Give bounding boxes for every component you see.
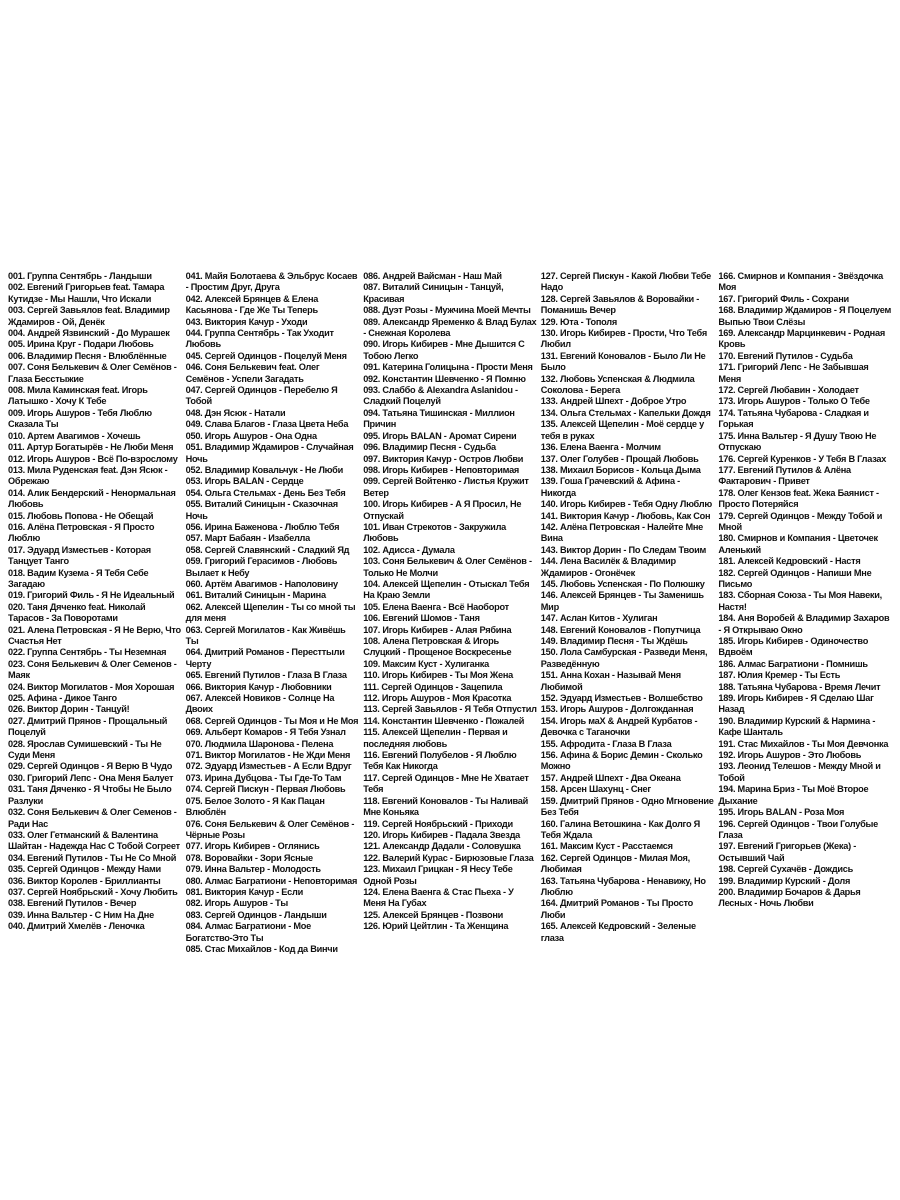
track-item: 137. Олег Голубев - Прощай Любовь — [540, 453, 699, 464]
track-item: 191. Стас Михайлов - Ты Моя Девчонка — [718, 738, 889, 749]
track-item: 020. Таня Дяченко feat. Николай Тарасов - За Поворотами — [8, 601, 146, 624]
track-item: 145. Любовь Успенская - По Полюшку — [540, 578, 705, 589]
track-item: 019. Григорий Филь - Я Не Идеальный — [8, 590, 175, 601]
track-item: 196. Сергей Одинцов - Твои Голубые Глаза — [718, 818, 879, 840]
track-item: 190. Владимир Курский & Нармина - Кафе Шанталь — [718, 715, 876, 738]
track-item: 099. Сергей Войтенко - Листья Кружит Ветер — [363, 476, 529, 498]
track-item: 152. Эдуард Изместьев - Волшебство — [540, 693, 703, 704]
track-item: 018. Вадим Кузема - Я Тебя Себе Загадаю — [8, 567, 149, 589]
track-item: 058. Сергей Славянский - Сладкий Яд — [185, 544, 350, 555]
track-item: 030. Григорий Лепс - Она Меня Балует — [8, 772, 174, 783]
tracklist-column-4 — [540, 271, 715, 943]
track-item: 138. Михаил Борисов - Кольца Дыма — [540, 464, 701, 475]
track-item: 110. Игорь Кибирев - Ты Моя Жена — [363, 670, 513, 681]
track-item: 022. Группа Сентябрь - Ты Неземная — [8, 647, 167, 658]
track-item: 067. Алексей Новиков - Солнце На Двоих — [185, 693, 335, 715]
track-item: 070. Людмила Шаронова - Пелена — [185, 738, 334, 749]
track-item: 021. Алена Петровская - Я Не Верю, Что Счастья Нет — [8, 624, 181, 646]
track-item: 039. Инна Вальтер - С Ним На Дне — [8, 909, 154, 920]
track-item: 060. Артём Авагимов - Наполовину — [185, 578, 338, 589]
track-item: 100. Игорь Кибирев - А Я Просил, Не Отпускай — [363, 499, 522, 521]
track-item: 038. Евгений Путилов - Вечер — [8, 898, 137, 909]
track-item: 049. Слава Благов - Глаза Цвета Неба — [185, 419, 349, 430]
track-item: 157. Андрей Шпехт - Два Океана — [540, 772, 681, 783]
track-item: 061. Виталий Синицын - Марина — [185, 590, 326, 601]
track-item: 059. Григорий Герасимов - Любовь Вылает к Небу — [185, 556, 338, 578]
tracklist-column-3 — [363, 271, 537, 939]
tracklist-column-2 — [185, 271, 360, 954]
track-item: 037. Сергей Ноябрьский - Хочу Любить — [8, 886, 178, 897]
track-item: 009. Игорь Ашуров - Тебя Люблю Сказала Ты — [8, 407, 152, 430]
track-item: 171. Григорий Лепс - Не Забывшая Меня — [718, 362, 869, 384]
track-item: 187. Юлия Кремер - Ты Есть — [718, 670, 841, 681]
track-item: 064. Дмитрий Романов - Пересттыли Черту — [185, 647, 345, 669]
tracklist-column-1 — [8, 271, 182, 939]
track-item: 192. Игорь Ашуров - Это Любовь — [718, 750, 862, 761]
track-item: 147. Аслан Китов - Хулиган — [540, 613, 658, 624]
track-item: 127. Сергей Пискун - Какой Любви Тебе Надо — [540, 271, 711, 293]
track-item: 066. Виктория Качур - Любовники — [185, 681, 332, 692]
track-item: 046. Соня Белькевич feat. Олег Семёнов - Успели Загадать — [185, 362, 320, 384]
track-item: 075. Белое Золото - Я Как Пацан Влюблён — [185, 795, 325, 818]
track-item: 120. Игорь Кибирев - Падала Звезда — [363, 829, 521, 840]
track-item: 117. Сергей Одинцов - Мне Не Хватает Тебя — [363, 772, 529, 795]
track-item: 181. Алексей Кедровский - Настя — [718, 556, 861, 567]
track-item: 200. Владимир Бочаров & Дарья Лесных - Ночь Любви — [718, 886, 861, 909]
track-item: 142. Алёна Петровская - Налейте Мне Вина — [540, 521, 704, 544]
track-item: 130. Игорь Кибирев - Прости, Что Тебя Любил — [540, 328, 707, 350]
tracklist-column-5 — [718, 271, 892, 939]
track-item: 139. Гоша Грачевский & Афина - Никогда — [540, 476, 680, 498]
track-item: 161. Максим Куст - Расстаемся — [540, 841, 673, 852]
track-item: 011. Артур Богатырёв - Не Люби Меня — [8, 442, 174, 453]
track-item: 105. Елена Ваенга - Всё Наоборот — [363, 601, 509, 612]
track-item: 069. Альберт Комаров - Я Тебя Узнал — [185, 727, 346, 738]
track-item: 156. Афина & Борис Демин - Сколько Можно — [540, 750, 703, 772]
track-item: 136. Елена Ваенга - Молчим — [540, 442, 661, 453]
track-item: 092. Константин Шевченко - Я Помню — [363, 373, 526, 384]
track-item: 143. Виктор Дорин - По Следам Твоим — [540, 544, 707, 555]
track-item: 074. Сергей Пискун - Первая Любовь — [185, 784, 346, 795]
track-item: 195. Игорь BALAN - Роза Моя — [718, 807, 845, 818]
track-item: 004. Андрей Язвинский - До Мурашек — [8, 328, 170, 339]
track-item: 126. Юрий Цейтлин - Та Женщина — [363, 921, 509, 932]
track-item: 123. Михаил Грицкан - Я Несу Тебе Одной Розы — [363, 864, 513, 886]
track-item: 095. Игорь BALAN - Аромат Сирени — [363, 430, 517, 441]
track-item: 151. Анна Кохан - Называй Меня Любимой — [540, 670, 681, 692]
track-item: 014. Алик Бендерский - Ненормальная Любовь — [8, 487, 176, 510]
track-item: 158. Арсен Шахунц - Снег — [540, 784, 651, 795]
track-item: 122. Валерий Курас - Бирюзовые Глаза — [363, 852, 534, 863]
track-item: 087. Виталий Синицын - Танцуй, Красивая — [363, 282, 504, 304]
track-item: 057. Март Бабаян - Изабелла — [185, 533, 310, 544]
track-item: 124. Елена Ваенга & Стас Пьеха - У Меня На Губах — [363, 886, 514, 909]
track-item: 106. Евгений Шомов - Таня — [363, 613, 480, 624]
track-item: 008. Мила Каминская feat. Игорь Латышко - Хочу К Тебе — [8, 385, 148, 407]
track-item: 002. Евгений Григорьев feat. Тамара Кутидзе - Мы Нашли, Что Искали — [8, 282, 165, 304]
track-item: 101. Иван Стрекотов - Закружила Любовь — [363, 521, 507, 544]
track-item: 176. Сергей Куренков - У Тебя В Глазах — [718, 453, 887, 464]
track-item: 068. Сергей Одинцов - Ты Моя и Не Моя — [185, 715, 359, 726]
track-item: 036. Виктор Королев - Бриллианты — [8, 875, 161, 886]
track-item: 003. Сергей Завьялов feat. Владимир Ждамиров - Ой, Денёк — [8, 305, 170, 327]
tracklist-sheet — [8, 271, 892, 954]
track-item: 024. Виктор Могилатов - Моя Хорошая — [8, 681, 175, 692]
track-item: 108. Алена Петровская & Игорь Слуцкий - Прощеное Воскресенье — [363, 636, 512, 658]
track-item: 013. Мила Руденская feat. Дэн Ясюк - Обрежаю — [8, 464, 168, 487]
track-item: 128. Сергей Завьялов & Воровайки - Поманишь Вечер — [540, 293, 700, 316]
track-item: 115. Алексей Щепелин - Первая и последняя любовь — [363, 727, 508, 749]
track-item: 091. Катерина Голицына - Прости Меня — [363, 362, 533, 373]
track-item: 055. Виталий Синицын - Сказочная Ночь — [185, 499, 338, 521]
track-item: 197. Евгений Григорьев (Жека) - Остывший Чай — [718, 841, 857, 863]
track-item: 056. Ирина Баженова - Люблю Тебя — [185, 521, 340, 532]
track-item: 178. Олег Кензов feat. Жека Баянист - Просто Потеряйся — [718, 487, 879, 510]
track-item: 168. Владимир Ждамиров - Я Поцелуем Выпью Твои Слёзы — [718, 305, 892, 327]
track-item: 079. Инна Вальтер - Молодость — [185, 864, 321, 875]
track-item: 153. Игорь Ашуров - Долгожданная — [540, 704, 694, 715]
track-item: 198. Сергей Сухачёв - Дождись — [718, 864, 854, 875]
track-item: 165. Алексей Кедровский - Зеленые глаза — [540, 921, 696, 943]
track-item: 010. Артем Авагимов - Хочешь — [8, 430, 141, 441]
track-item: 148. Евгений Коновалов - Попутчица — [540, 624, 701, 635]
track-item: 135. Алексей Щепелин - Моё сердце у тебя в руках — [540, 419, 704, 441]
track-item: 183. Сборная Союза - Ты Моя Навеки, Настя! — [718, 590, 882, 612]
track-item: 005. Ирина Круг - Подари Любовь — [8, 339, 154, 350]
track-item: 107. Игорь Кибирев - Алая Рябина — [363, 624, 512, 635]
track-item: 141. Виктория Качур - Любовь, Как Сон — [540, 510, 711, 521]
track-item: 150. Лола Самбурская - Разведи Меня, Разведённую — [540, 647, 708, 669]
track-item: 035. Сергей Одинцов - Между Нами — [8, 864, 161, 875]
track-item: 113. Сергей Завьялов - Я Тебя Отпустил — [363, 704, 537, 715]
track-item: 085. Стас Михайлов - Код да Винчи — [185, 943, 338, 954]
track-item: 144. Лена Василёк & Владимир Ждамиров - Огонёчек — [540, 556, 676, 578]
track-item: 029. Сергей Одинцов - Я Верю В Чудо — [8, 761, 173, 772]
track-item: 172. Сергей Любавин - Холодает — [718, 385, 859, 396]
track-item: 050. Игорь Ашуров - Она Одна — [185, 430, 317, 441]
track-item: 164. Дмитрий Романов - Ты Просто Люби — [540, 898, 694, 920]
track-item: 194. Марина Бриз - Ты Моё Второе Дыхание — [718, 784, 869, 806]
track-item: 102. Адисса - Думала — [363, 544, 455, 555]
track-item: 025. Афина - Дикое Танго — [8, 693, 117, 704]
track-item: 167. Григорий Филь - Сохрани — [718, 293, 849, 304]
track-item: 012. Игорь Ашуров - Всё По-взрослому — [8, 453, 178, 464]
track-item: 182. Сергей Одинцов - Напиши Мне Письмо — [718, 567, 872, 589]
track-item: 169. Александр Марцинкевич - Родная Кровь — [718, 328, 885, 350]
track-item: 116. Евгений Полубелов - Я Люблю Тебя Как Никогда — [363, 750, 517, 772]
track-item: 134. Ольга Стельмах - Капельки Дождя — [540, 407, 711, 418]
track-item: 028. Ярослав Сумишевский - Ты Не Суди Меня — [8, 738, 162, 761]
track-item: 045. Сергей Одинцов - Поцелуй Меня — [185, 350, 347, 361]
track-item: 098. Игорь Кибирев - Неповторимая — [363, 464, 520, 475]
track-item: 111. Сергей Одинцов - Зацепила — [363, 681, 503, 692]
track-item: 077. Игорь Кибирев - Оглянись — [185, 841, 320, 852]
track-item: 016. Алёна Петровская - Я Просто Люблю — [8, 521, 155, 544]
track-item: 173. Игорь Ашуров - Только О Тебе — [718, 396, 870, 407]
track-item: 109. Максим Куст - Хулиганка — [363, 658, 490, 669]
track-item: 082. Игорь Ашуров - Ты — [185, 898, 288, 909]
track-item: 184. Аня Воробей & Владимир Захаров - Я Открываю Окно — [718, 613, 890, 635]
track-item: 188. Татьяна Чубарова - Время Лечит — [718, 681, 881, 692]
track-item: 078. Воровайки - Зори Ясные — [185, 852, 313, 863]
track-item: 043. Виктория Качур - Уходи — [185, 316, 308, 327]
track-item: 180. Смирнов и Компания - Цветочек Аленький — [718, 533, 878, 555]
track-item: 103. Соня Белькевич & Олег Семёнов - Только Не Молчи — [363, 556, 532, 578]
track-item: 023. Соня Белькевич & Олег Семенов - Маяк — [8, 658, 177, 681]
track-item: 015. Любовь Попова - Не Обещай — [8, 510, 154, 521]
track-item: 199. Владимир Курский - Доля — [718, 875, 851, 886]
track-item: 121. Александр Дадали - Соловушка — [363, 841, 521, 852]
track-item: 033. Олег Гетманский & Валентина Шайтан - Надежда Нас С Тобой Согреет — [8, 829, 180, 852]
track-item: 065. Евгений Путилов - Глаза В Глаза — [185, 670, 347, 681]
track-item: 154. Игорь маХ & Андрей Курбатов - Девочка с Таганочки — [540, 715, 698, 738]
track-item: 160. Галина Ветошкина - Как Долго Я Тебя Ждала — [540, 818, 701, 840]
track-item: 073. Ирина Дубцова - Ты Где-То Там — [185, 772, 342, 783]
track-item: 062. Алексей Щепелин - Ты со мной ты для меня — [185, 601, 356, 624]
track-item: 162. Сергей Одинцов - Милая Моя, Любимая — [540, 852, 690, 875]
track-item: 072. Эдуард Изместьев - А Если Вдруг — [185, 761, 352, 772]
track-item: 088. Дуэт Розы - Мужчина Моей Мечты — [363, 305, 531, 316]
track-item: 174. Татьяна Чубарова - Сладкая и Горькая — [718, 407, 869, 430]
track-item: 027. Дмитрий Прянов - Прощальный Поцелуй — [8, 715, 168, 738]
track-item: 083. Сергей Одинцов - Ландыши — [185, 909, 327, 920]
track-item: 175. Инна Вальтер - Я Душу Твою Не Отпускаю — [718, 430, 877, 453]
track-item: 093. Слаббо & Alexandra Aslanidou - Сладкий Поцелуй — [363, 385, 518, 407]
track-item: 048. Дэн Ясюк - Натали — [185, 407, 286, 418]
track-item: 114. Константин Шевченко - Пожалей — [363, 715, 525, 726]
track-item: 170. Евгений Путилов - Судьба — [718, 350, 853, 361]
track-item: 163. Татьяна Чубарова - Ненавижу, Но Люблю — [540, 875, 706, 897]
track-item: 159. Дмитрий Прянов - Одно Мгновение Без Тебя — [540, 795, 714, 818]
track-item: 086. Андрей Вайсман - Наш Май — [363, 271, 502, 281]
track-item: 032. Соня Белькевич & Олег Семенов - Ради Нас — [8, 807, 177, 829]
track-item: 185. Игорь Кибирев - Одиночество Вдвоём — [718, 636, 869, 658]
track-item: 189. Игорь Кибирев - Я Сделаю Шаг Назад — [718, 693, 874, 715]
track-item: 104. Алексей Щепелин - Отыскал Тебя На Краю Земли — [363, 578, 530, 601]
track-item: 053. Игорь BALAN - Сердце — [185, 476, 304, 487]
track-item: 193. Леонид Телешов - Между Мной и Тобой — [718, 761, 881, 783]
track-item: 097. Виктория Качур - Остров Любви — [363, 453, 524, 464]
track-item: 054. Ольга Стельмах - День Без Тебя — [185, 487, 346, 498]
track-item: 149. Владимир Песня - Ты Ждёшь — [540, 636, 688, 646]
track-item: 081. Виктория Качур - Если — [185, 886, 303, 897]
track-item: 052. Владимир Ковальчук - Не Люби — [185, 464, 343, 475]
track-item: 094. Татьяна Тишинская - Миллион Причин — [363, 407, 515, 430]
track-item: 017. Эдуард Изместьев - Которая Танцует Танго — [8, 544, 151, 567]
track-item: 155. Афродита - Глаза В Глаза — [540, 738, 672, 749]
track-item: 118. Евгений Коновалов - Ты Наливай Мне Коньяка — [363, 795, 529, 818]
track-item: 131. Евгений Коновалов - Было Ли Не Было — [540, 350, 706, 373]
track-item: 125. Алексей Брянцев - Позвони — [363, 909, 504, 920]
track-item: 041. Майя Болотаева & Эльбрус Косаев - Простим Друг, Друга — [185, 271, 358, 293]
track-item: 133. Андрей Шпехт - Доброе Утро — [540, 396, 687, 407]
track-item: 034. Евгений Путилов - Ты Не Со Мной — [8, 852, 177, 863]
track-item: 076. Соня Белькевич & Олег Семёнов - Чёрные Розы — [185, 818, 355, 840]
track-item: 071. Виктор Могилатов - Не Жди Меня — [185, 750, 351, 761]
track-item: 140. Игорь Кибирев - Тебя Одну Люблю — [540, 499, 712, 510]
track-item: 047. Сергей Одинцов - Перебелю Я Тобой — [185, 385, 338, 407]
track-item: 132. Любовь Успенская & Людмила Соколова - Берега — [540, 373, 695, 396]
track-item: 084. Алмас Багратиони - Мое Богатство-Это Ты — [185, 921, 311, 943]
track-item: 179. Сергей Одинцов - Между Тобой и Мной — [718, 510, 883, 532]
track-item: 186. Алмас Багратиони - Помнишь — [718, 658, 868, 669]
track-item: 112. Игорь Ашуров - Моя Красотка — [363, 693, 512, 704]
track-item: 042. Алексей Брянцев & Елена Касьянова - Где Же Ты Теперь — [185, 293, 319, 316]
track-item: 089. Александр Яременко & Влад Булах - Снежная Королева — [363, 316, 537, 339]
track-item: 026. Виктор Дорин - Танцуй! — [8, 704, 130, 715]
track-item: 146. Алексей Брянцев - Ты Заменишь Мир — [540, 590, 704, 612]
track-item: 001. Группа Сентябрь - Ландыши — [8, 271, 152, 281]
track-item: 063. Сергей Могилатов - Как Живёшь Ты — [185, 624, 346, 646]
track-item: 031. Таня Дяченко - Я Чтобы Не Было Разлуки — [8, 784, 172, 806]
track-item: 166. Смирнов и Компания - Звёздочка Моя — [718, 271, 883, 293]
track-item: 096. Владимир Песня - Судьба — [363, 442, 496, 453]
track-item: 040. Дмитрий Хмелёв - Леночка — [8, 921, 145, 932]
track-item: 090. Игорь Кибирев - Мне Дышится С Тобою Легко — [363, 339, 525, 361]
track-item: 080. Алмас Багратиони - Неповторимая — [185, 875, 358, 886]
track-item: 119. Сергей Ноябрьский - Приходи — [363, 818, 513, 829]
track-item: 007. Соня Белькевич & Олег Семёнов - Глаза Бесстыжие — [8, 362, 177, 384]
track-item: 129. Юта - Тополя — [540, 316, 617, 327]
track-item: 006. Владимир Песня - Влюблённые — [8, 350, 167, 361]
track-item: 177. Евгений Путилов & Алёна Фактарович - Привет — [718, 464, 851, 487]
track-item: 044. Группа Сентябрь - Так Уходит Любовь — [185, 328, 334, 350]
track-item: 051. Владимир Ждамиров - Случайная Ночь — [185, 442, 354, 464]
